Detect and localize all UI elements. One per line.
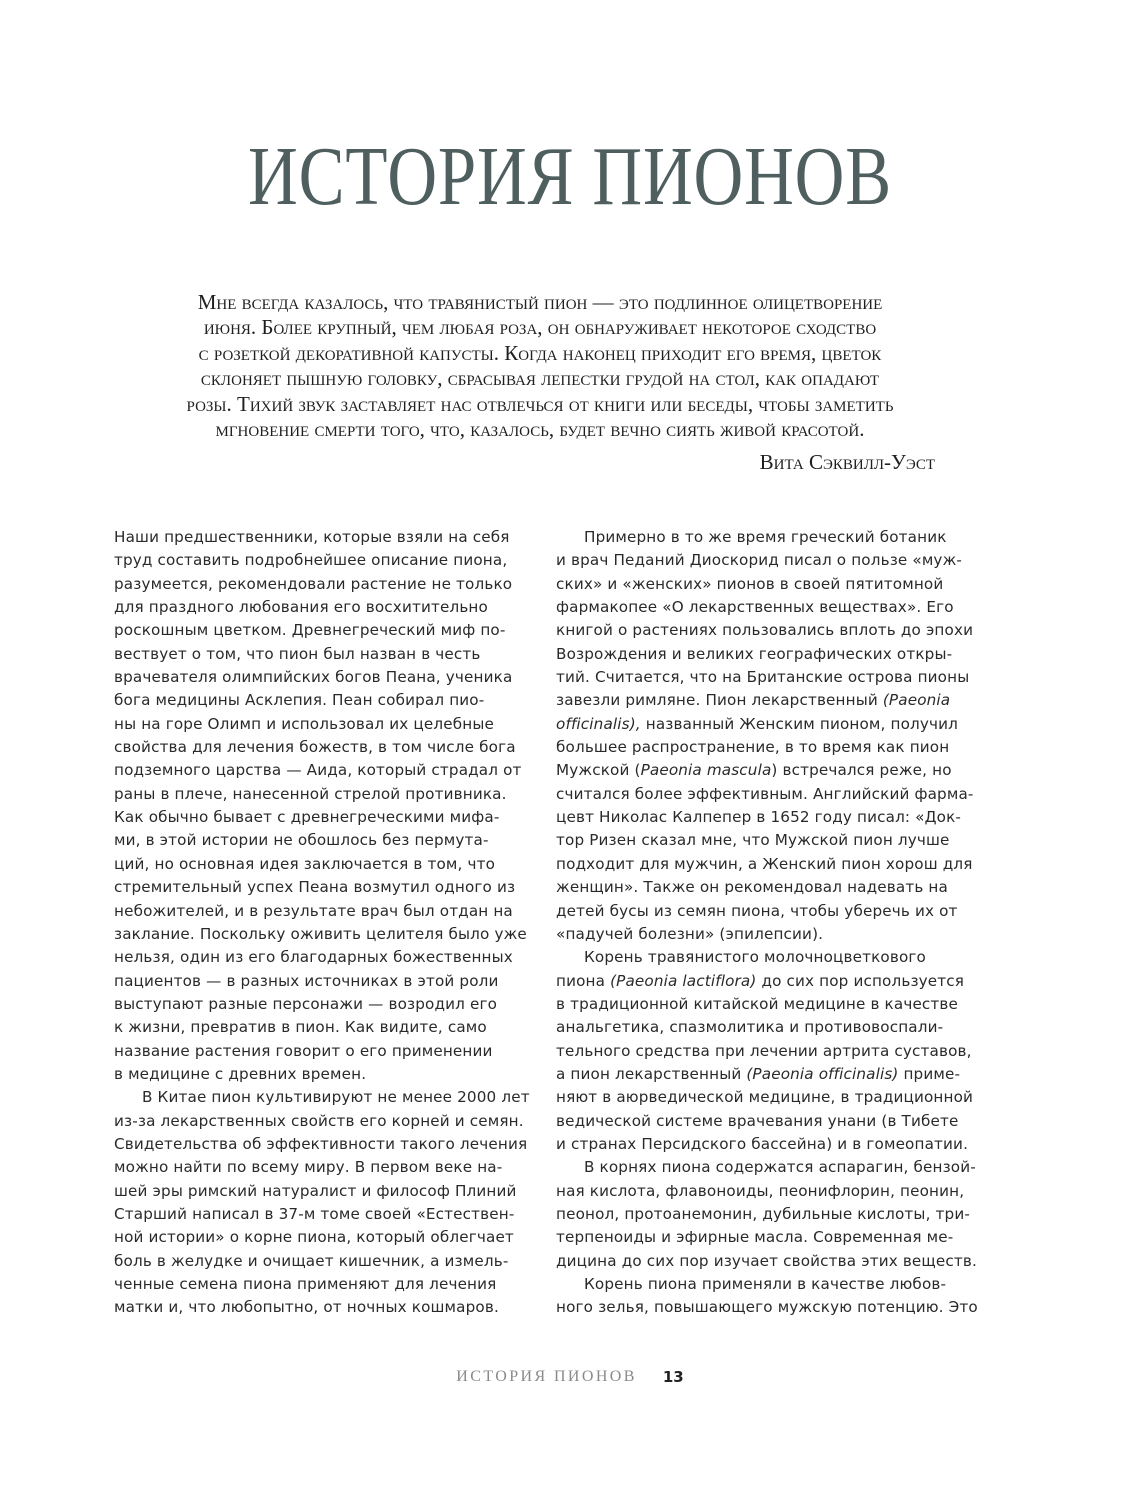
epigraph-line: Мне всегда казалось, что травянистый пион — это подлинное олицетворение <box>197 290 883 314</box>
text-line: матки и, что любопытно, от ночных кошмаров. <box>114 1298 499 1317</box>
text-line: ного зелья, повышающего мужскую потенцию. Это <box>556 1298 978 1317</box>
text-line: шей эры римский натуралист и философ Плиний <box>114 1181 517 1200</box>
text-line: бога медицины Асклепия. Пеан собирал пио- <box>114 691 485 710</box>
latin-name: (Paeonia officinalis) <box>746 1064 899 1083</box>
text-line: выступают разные персонажи — возродил его <box>114 994 498 1013</box>
text-line: небожителей, и в результате врач был отдан на <box>114 901 513 920</box>
text-line <box>556 1063 970 1086</box>
text-line: Возрождения и великих географических откры- <box>556 644 953 663</box>
epigraph-line: розы. Тихий звук заставляет нас отвлечься от книги или беседы, чтобы заметить <box>186 391 894 416</box>
text-line-paragraph-start: Корень пиона применяли в качестве любов- <box>584 1275 947 1293</box>
text-line: ведической системе врачевания унани (в Тибете <box>556 1111 959 1130</box>
text-line: ной истории» о корне пиона, который облегчает <box>114 1228 514 1247</box>
latin-name: officinalis), <box>556 714 641 733</box>
text-line-paragraph-start: Примерно в то же время греческий ботаник <box>584 528 947 546</box>
text-line: название растения говорит о его применении <box>114 1041 493 1060</box>
text-run: а пион лекарственный <box>556 1064 747 1083</box>
epigraph-line: склоняет пышную головку, сбрасывая лепестки грудой на стол, как опадают <box>200 366 880 391</box>
page-title: ИСТОРИЯ ПИОНОВ <box>248 130 892 223</box>
body-column-left <box>114 526 530 1320</box>
text-line: к жизни, превратив в пион. Как видите, само <box>114 1018 487 1037</box>
text-line: ная кислота, флавоноиды, пеонифлорин, пеонин, <box>556 1181 965 1200</box>
text-line <box>556 970 970 993</box>
text-run: названный Женским пионом, получил <box>640 714 959 733</box>
text-line: вествует о том, что пион был назван в честь <box>114 644 481 663</box>
text-run: до сих пор используется <box>756 971 965 990</box>
text-line: стремительный успех Пеана возмутил одного из <box>114 878 516 897</box>
epigraph-author: Вита Сэквилл-Уэст <box>759 450 935 475</box>
text-line: ми, в этой истории не обошлось без пермута- <box>114 831 489 850</box>
text-line: раны в плече, нанесенной стрелой противника. <box>114 784 507 803</box>
text-line: в традиционной китайской медицине в качестве <box>556 994 959 1013</box>
text-line: няют в аюрведической медицине, в традиционной <box>556 1088 974 1107</box>
text-run: завезли римляне. Пион лекарственный <box>556 691 883 710</box>
text-run: Мужской ( <box>556 761 641 780</box>
text-line <box>556 759 970 782</box>
text-line: анальгетика, спазмолитика и противовоспали- <box>556 1018 944 1037</box>
text-line: труд составить подробнейшее описание пиона, <box>114 551 508 570</box>
text-line: свойства для лечения божеств, в том числе бога <box>114 738 516 757</box>
text-line: ченные семена пиона применяют для лечения <box>114 1275 497 1293</box>
text-line: Свидетельства об эффективности такого лечения <box>114 1134 528 1153</box>
text-line: можно найти по всему миру. В первом веке на- <box>114 1158 503 1177</box>
epigraph-text <box>130 290 950 442</box>
text-line: детей бусы из семян пиона, чтобы уберечь их от <box>556 901 958 920</box>
text-line <box>556 689 970 712</box>
text-line: пациентов — в разных источниках в этой роли <box>114 971 499 990</box>
text-line: дицина до сих пор изучает свойства этих веществ. <box>556 1251 977 1270</box>
text-line: фармакопее «О лекарственных веществах». Его <box>556 598 954 617</box>
body-column-right <box>556 526 978 1320</box>
text-line-paragraph-start: Корень травянистого молочноцветкового <box>584 948 926 967</box>
text-line: подходит для мужчин, а Женский пион хорош для <box>556 854 973 873</box>
page-footer <box>0 1368 1140 1386</box>
text-line: Старший написал в 37-м томе своей «Естествен- <box>114 1204 515 1223</box>
text-line: из-за лекарственных свойств его корней и семян. <box>114 1111 524 1130</box>
epigraph-line: июня. Более крупный, чем любая роза, он обнаруживает некоторое сходство <box>203 315 877 340</box>
text-line: нельзя, один из его благодарных божественных <box>114 948 513 967</box>
text-line-paragraph-start: В Китае пион культивируют не менее 2000 лет <box>142 1088 530 1107</box>
page-number: 13 <box>662 1368 684 1386</box>
text-line: в медицине с древних времен. <box>114 1064 367 1083</box>
epigraph-line: мгновение смерти того, что, казалось, будет вечно сиять живой красотой. <box>215 417 865 442</box>
text-line: для праздного любования его восхитительно <box>114 598 488 617</box>
text-line: терпеноиды и эфирные масла. Современная ме- <box>556 1228 954 1247</box>
latin-name: (Paeonia lactiflora) <box>610 971 757 990</box>
text-line: ских» и «женских» пионов в своей пятитомной <box>556 574 944 593</box>
latin-name: Paeonia mascula <box>640 761 772 780</box>
text-line: пеонол, протоанемонин, дубильные кислоты, три- <box>556 1204 970 1223</box>
text-line: боль в желудке и очищает кишечник, а измель- <box>114 1251 509 1270</box>
text-line: подземного царства — Аида, который страдал от <box>114 761 522 780</box>
text-line: Как обычно бывает с древнегреческими мифа- <box>114 808 500 827</box>
text-line: ны на горе Олимп и использовал их целебные <box>114 714 494 733</box>
latin-name: (Paeonia <box>882 691 951 710</box>
text-line: Наши предшественники, которые взяли на себя <box>114 528 510 546</box>
text-line: тельного средства при лечении артрита суставов, <box>556 1041 972 1060</box>
text-line: считался более эффективным. Английский фарма- <box>556 784 974 803</box>
running-title: ИСТОРИЯ ПИОНОВ <box>456 1368 637 1385</box>
text-line: женщин». Также он рекомендовал надевать на <box>556 878 948 897</box>
text-line: тор Ризен сказал мне, что Мужской пион лучше <box>556 831 950 850</box>
text-run: ) встречался реже, но <box>771 761 952 780</box>
text-line: ций, но основная идея заключается в том, что <box>114 854 496 873</box>
text-line <box>556 713 970 736</box>
text-line: заклание. Поскольку оживить целителя было уже <box>114 924 527 943</box>
text-line: и врач Педаний Диоскорид писал о пользе «муж- <box>556 551 963 570</box>
text-line: врачевателя олимпийских богов Пеана, ученика <box>114 668 513 687</box>
text-line: роскошным цветком. Древнегреческий миф по- <box>114 621 506 640</box>
text-line: и странах Персидского бассейна) и в гомеопатии. <box>556 1134 969 1153</box>
text-run: приме- <box>898 1064 961 1083</box>
epigraph <box>130 290 950 475</box>
epigraph-line: с розеткой декоративной капусты. Когда наконец приходит его время, цветок <box>198 340 882 365</box>
text-line: разумеется, рекомендовали растение не только <box>114 574 513 593</box>
text-line: книгой о растениях пользовались вплоть до эпохи <box>556 621 974 640</box>
text-line: «падучей болезни» (эпилепсии). <box>556 924 824 943</box>
text-line-paragraph-start: В корнях пиона содержатся аспарагин, бензой- <box>584 1158 976 1177</box>
text-line: большее распространение, в то время как пион <box>556 738 950 757</box>
text-run: пиона <box>556 971 611 990</box>
text-line: тий. Считается, что на Британские острова пионы <box>556 668 970 687</box>
text-line: цевт Николас Калпепер в 1652 году писал: «Док- <box>556 808 962 827</box>
